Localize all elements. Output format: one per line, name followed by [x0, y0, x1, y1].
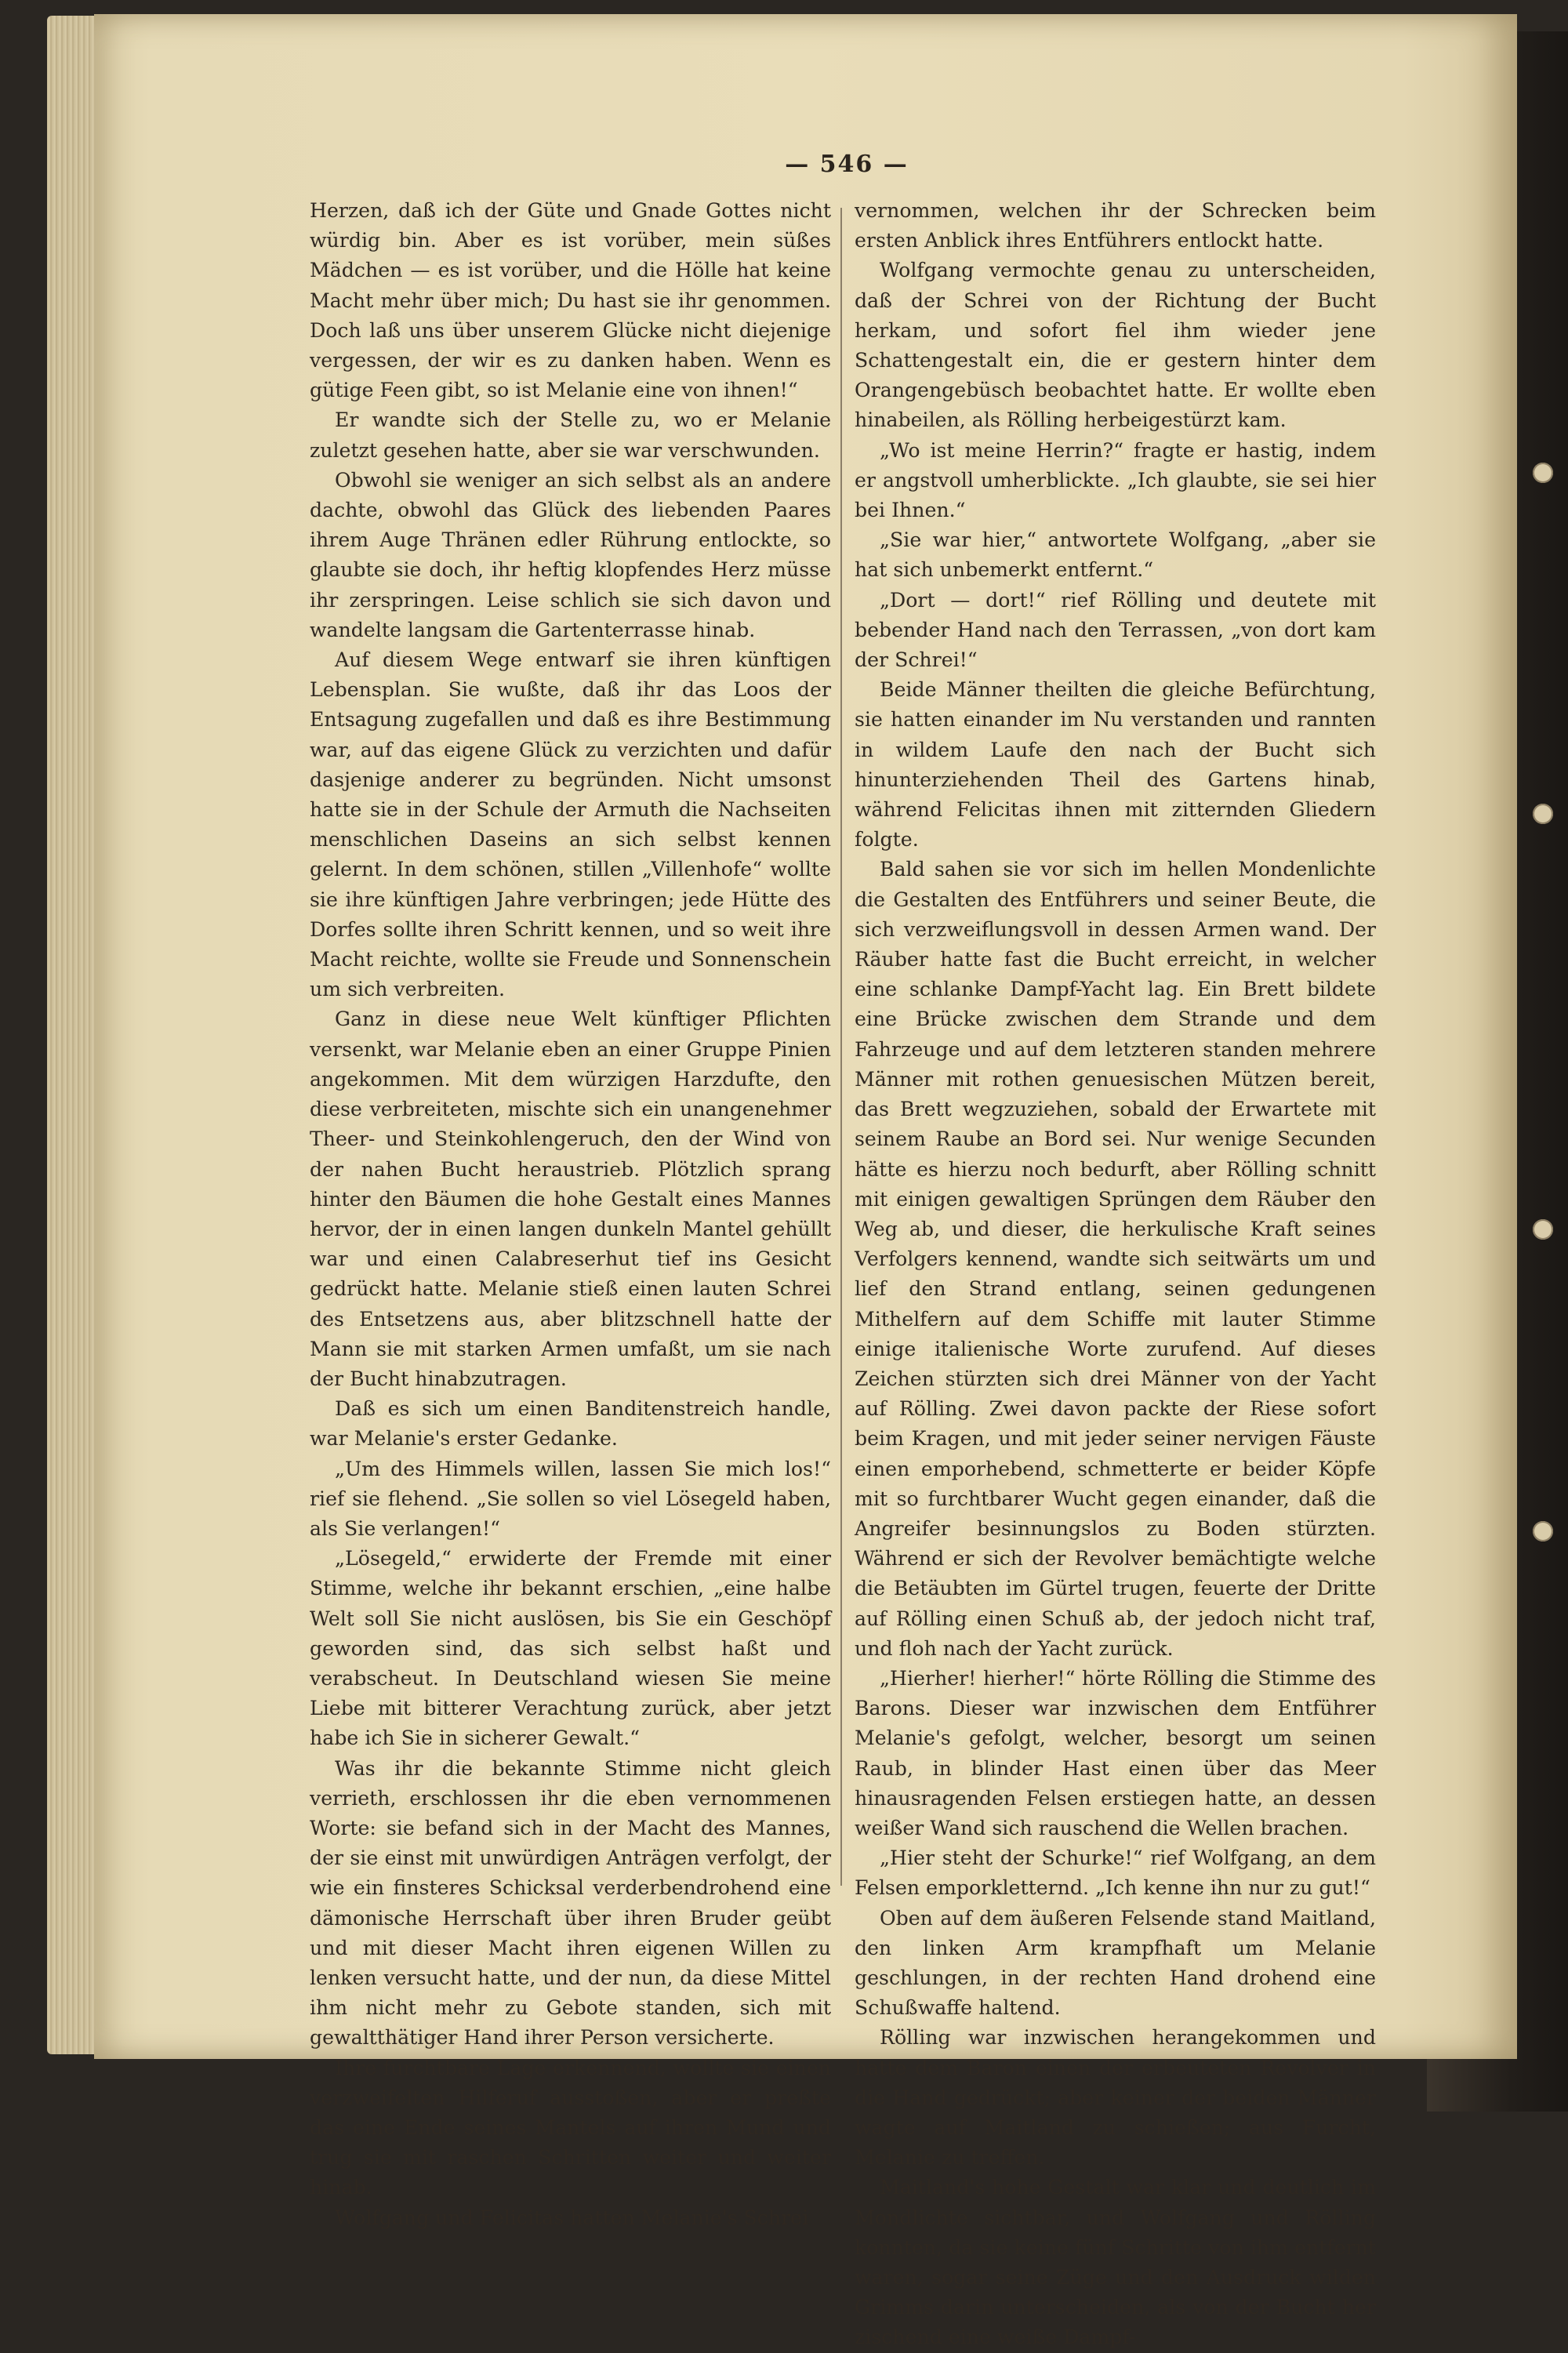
- right-column: [855, 196, 1376, 2349]
- paragraph: Herzen, daß ich der Güte und Gnade Gottes nicht würdig bin. Aber es ist vorüber, mein süßes Mädchen — es ist vorüber, und die Hölle hat keine Macht mehr über mich; Du hast sie ihr genommen. Doch laß uns über unserem Glücke nicht diejenige vergessen, der wir es zu danken haben. Wenn es gütige Feen gibt, so ist Melanie eine von ihnen!“: [310, 199, 831, 402]
- binding-thread: [1533, 463, 1553, 483]
- paragraph: „Dort — dort!“ rief Rölling und deutete mit bebender Hand nach den Terrassen, „von dort kam der Schrei!“: [855, 588, 1376, 672]
- paragraph: Er wandte sich der Stelle zu, wo er Melanie zuletzt gesehen hatte, aber sie war verschwunden.: [310, 409, 831, 462]
- paragraph: Maitland's hohe Gestalt war klar und deutlich im Mondlichte sichtbar, und Wolfgang und Rölling konnten, da sie keine fünf Schritte von ihm entfernt waren, sogar seine Züge und den Ausdruck wilden Grimms darin unterscheiden, als von der Bucht her zischend eine weiße Dampf-: [855, 2176, 1376, 2349]
- paragraph: Daß es sich um einen Banditenstreich handle, war Melanie's erster Gedanke.: [310, 1397, 831, 1451]
- paragraph: Ganz in diese neue Welt künftiger Pflichten versenkt, war Melanie eben an einer Gruppe Pinien angekommen. Mit dem würzigen Harzdufte, den diese verbreiteten, mischte sich ein unangenehmer Theer- und Steinkohlengeruch, den der Wind von der nahen Bucht heraustrieb. Plötzlich sprang hinter den Bäumen die hohe Gestalt eines Mannes hervor, der in einen langen dunkeln Mantel gehüllt war und einen Calabreserhut tief ins Gesicht gedrückt hatte. Melanie stieß einen lauten Schrei des Entsetzens aus, aber blitzschnell hatte der Mann sie mit starken Armen umfaßt, um sie nach der Bucht hinabzutragen.: [310, 1008, 831, 1390]
- paragraph: vernommen, welchen ihr der Schrecken beim ersten Anblick ihres Entführers entlockt hatte.: [855, 199, 1376, 252]
- paragraph: „Wo ist meine Herrin?“ fragte er hastig, indem er angstvoll umherblickte. „Ich glaubte, sie sei hier bei Ihnen.“: [855, 438, 1376, 522]
- paragraph: Beide Männer theilten die gleiche Befürchtung, sie hatten einander im Nu verstanden und rannten in wildem Laufe den nach der Bucht sich hinunterziehenden Theil des Gartens hinab, während Felicitas ihnen mit zitternden Gliedern folgte.: [855, 678, 1376, 852]
- column-divider: [840, 208, 842, 1886]
- paragraph: Rölling war inzwischen herangekommen und hatte dem Baron einen der erbeuteten Revolver in die Hand gedrückt; aber keiner der beiden Männer wagte auf Maitland zu schießen; aus Furcht, Melanie zu treffen.: [855, 2026, 1376, 2170]
- paragraph: Oben auf dem äußeren Felsende stand Maitland, den linken Arm krampfhaft um Melanie geschlungen, in der rechten Hand drohend eine Schußwaffe haltend.: [855, 1906, 1376, 2020]
- paragraph: „Hier steht der Schurke!“ rief Wolfgang, an dem Felsen emporkletternd. „Ich kenne ihn nur zu gut!“: [855, 1846, 1376, 1900]
- binding-thread: [1533, 1521, 1553, 1541]
- binding-thread: [1533, 804, 1553, 824]
- paragraph: „Sie war hier,“ antwortete Wolfgang, „aber sie hat sich unbemerkt entfernt.“: [855, 528, 1376, 582]
- binding-thread: [1533, 1219, 1553, 1240]
- paragraph: Wolfgang vermochte genau zu unterscheiden, daß der Schrei von der Richtung der Bucht herkam, und sofort fiel ihm wieder jene Schattengestalt ein, die er gestern hinter dem Orangengebüsch beobachtet hatte. Er wollte eben hinabeilen, als Rölling herbeigestürzt kam.: [855, 259, 1376, 432]
- page-number: — 546 —: [785, 151, 909, 178]
- left-column: [310, 196, 831, 2229]
- paragraph: Was ihr die bekannte Stimme nicht gleich verrieth, erschlossen ihr die eben vernommenen Worte: sie befand sich in der Macht des Mannes, der sie einst mit unwürdigen Anträgen verfolgt, der wie ein finsteres Schicksal verderbendrohend eine dämonische Herrschaft über ihren Bruder geübt und mit dieser Macht ihren eigenen Willen zu lenken versucht hatte, und der nun, da diese Mittel ihm nicht mehr zu Gebote standen, sich mit gewaltthätiger Hand ihrer Person versicherte.: [310, 1756, 831, 2050]
- paragraph: „Hierher! hierher!“ hörte Rölling die Stimme des Barons. Dieser war inzwischen dem Entführer Melanie's gefolgt, welcher, besorgt um seinen Raub, in blinder Hast einen über das Meer hinausragenden Felsen erstiegen hatte, an dessen weißer Wand sich rauschend die Wellen brachen.: [855, 1666, 1376, 1839]
- paragraph: „Lösegeld,“ erwiderte der Fremde mit einer Stimme, welche ihr bekannt erschien, „eine halbe Welt soll Sie nicht auslösen, bis Sie ein Geschöpf geworden sind, das sich selbst haßt und verabscheut. In Deutschland wiesen Sie meine Liebe mit bitterer Verachtung zurück, aber jetzt habe ich Sie in sicherer Gewalt.“: [310, 1547, 831, 1750]
- paragraph: Auf diesem Wege entwarf sie ihren künftigen Lebensplan. Sie wußte, daß ihr das Loos der Entsagung zugefallen und daß es ihre Bestimmung war, auf das eigene Glück zu verzichten und dafür dasjenige anderer zu begründen. Nicht umsonst hatte sie in der Schule der Armuth die Nachseiten menschlichen Daseins an sich selbst kennen gelernt. In dem schönen, stillen „Villenhofe“ wollte sie ihre künftigen Jahre verbringen; jede Hütte des Dorfes sollte ihren Schritt kennen, und so weit ihre Macht reichte, wollte sie Freude und Sonnenschein um sich verbreiten.: [310, 648, 831, 1001]
- paragraph: Wolfgang und Felicitas hatten Melanie's Schrei: [335, 2206, 809, 2229]
- paragraph: Bald sahen sie vor sich im hellen Mondenlichte die Gestalten des Entführers und seiner Beute, die sich verzweiflungsvoll in dessen Armen wand. Der Räuber hatte fast die Bucht erreicht, in welcher eine schlanke Dampf-Yacht lag. Ein Brett bildete eine Brücke zwischen dem Strande und dem Fahrzeuge und auf dem letzteren standen mehrere Männer mit rothen genuesischen Mützen bereit, das Brett wegzuziehen, sobald der Erwartete mit seinem Raube an Bord sei. Nur wenige Secunden hätte es hierzu noch bedurft, aber Rölling schnitt mit einigen gewaltigen Sprüngen dem Räuber den Weg ab, und dieser, die herkulische Kraft seines Verfolgers kennend, wandte sich seitwärts um und lief den Strand entlang, seinen gedungenen Mithelfern auf dem Schiffe mit lauter Stimme einige italienische Worte zurufend. Auf dieses Zeichen stürzten sich drei Männer von der Yacht auf Rölling. Zwei davon packte der Riese sofort beim Kragen, und mit jeder seiner nervigen Fäuste einen emporhebend, schmetterte er beider Köpfe mit so furchtbarer Wucht gegen einander, daß die Angreifer besinnungslos zu Boden stürzten. Während er sich der Revolver bemächtigte welche die Betäubten im Gürtel trugen, feuerte der Dritte auf Rölling einen Schuß ab, der jedoch nicht traf, und floh nach der Yacht zurück.: [855, 858, 1376, 1660]
- paragraph: Obwohl sie weniger an sich selbst als an andere dachte, obwohl das Glück des liebenden Paares ihrem Auge Thränen edler Rührung entlockte, so glaubte sie doch, ihr heftig klopfendes Herz müsse ihr zerspringen. Leise schlich sie sich davon und wandelte langsam die Gartenterrasse hinab.: [310, 468, 831, 641]
- paragraph: Ihre furchtbare Lage erkennend, wollte sie einen verzweifelten Hilferuf ausstoßen, aber er preßte das eine Ende seines Mantels auf ihren Mund und trug sie mit raschen Schritten weiter und weiter hinab.: [310, 2056, 831, 2199]
- paragraph: „Um des Himmels willen, lassen Sie mich los!“ rief sie flehend. „Sie sollen so viel Lösegeld haben, als Sie verlangen!“: [310, 1457, 831, 1540]
